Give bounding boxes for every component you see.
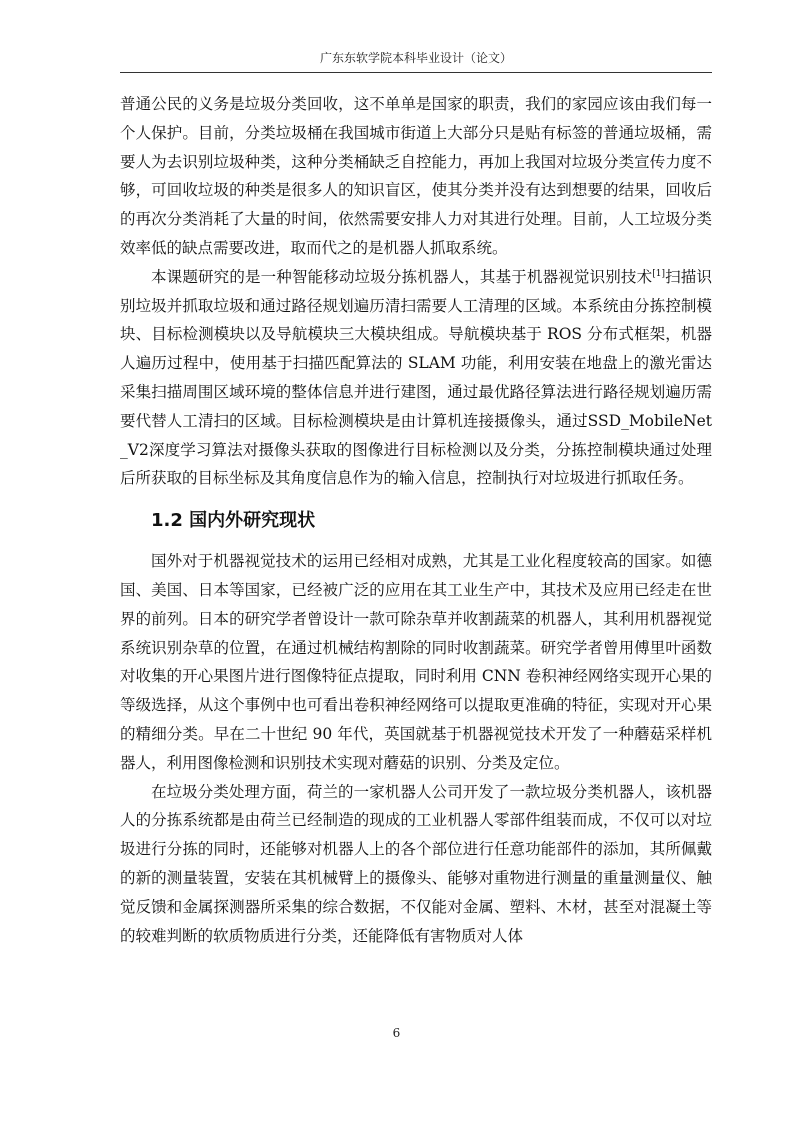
paragraph-2 bbox=[120, 263, 712, 493]
section-heading: 1.2 国内外研究现状 bbox=[151, 510, 316, 532]
page-header: 广东东软学院本科毕业设计（论文） bbox=[319, 51, 512, 65]
paragraph-3: 国外对于机器视觉技术的运用已经相对成熟，尤其是工业化程度较高的国家。如德国、美国、日本等国家，已经被广泛的应用在其工业生产中，其技术及应用已经走在世界的前列。日本的研究学者曾设计一款可除杂草并收割蔬菜的机器人，其利用机器视觉系统识别杂草的位置，在通过机械结构割除的同时收割蔬菜。研究学者曾用傅里叶函数对收集的开心果图片进行图像特征点提取，同时利用 CNN 卷积神经网络实现开心果的等级选择，从这个事例中也可看出卷积神经网络可以提取更准确的特征，实现对开心果的精细分类。早在二十世纪 90 年代，英国就基于机器视觉技术开发了一种蘑菇采样机器人，利用图像检测和识别技术实现对蘑菇的识别、分类及定位。 bbox=[120, 552, 712, 772]
paragraph-4: 在垃圾分类处理方面，荷兰的一家机器人公司开发了一款垃圾分类机器人，该机器人的分拣系统都是由荷兰已经制造的现成的工业机器人零部件组装而成，不仅可以对垃圾进行分拣的同时，还能够对机器人上的各个部位进行任意功能部件的添加，其所佩戴的新的测量装置，安装在其机械臂上的摄像头、能够对重物进行测量的重量测量仪、触觉反馈和金属探测器所采集的综合数据，不仅能对金属、塑料、木材，甚至对混凝土等的较难判断的软质物质进行分类，还能降低有害物质对人体 bbox=[120, 782, 712, 945]
paragraph-2-text-a: 本课题研究的是一种智能移动垃圾分拣机器人，其基于机器视觉识别技术 bbox=[151, 267, 653, 286]
paragraph-1: 普通公民的义务是垃圾分类回收，这不单单是国家的职责，我们的家园应该由我们每一个人保护。目前，分类垃圾桶在我国城市街道上大部分只是贴有标签的普通垃圾桶，需要人为去识别垃圾种类，这种分类桶缺乏自控能力，再加上我国对垃圾分类宣传力度不够，可回收垃圾的种类是很多人的知识盲区，使其分类并没有达到想要的结果，回收后的再次分类消耗了大量的时间，依然需要安排人力对其进行处理。目前，人工垃圾分类效率低的缺点需要改进，取而代之的是机器人抓取系统。 bbox=[120, 95, 712, 257]
citation-1: [1] bbox=[652, 268, 665, 279]
paragraph-2-text-b: 扫描识别垃圾并抓取垃圾和通过路径规划遍历清扫需要人工清理的区域。本系统由分拣控制模块、目标检测模块以及导航模块三大模块组成。导航模块基于 ROS 分布式框架，机器人遍历过程中，使用基于扫描匹配算法的 SLAM 功能，利用安装在地盘上的激光雷达采集扫描周围区域环境的整体信息并进行建图，通过最优路径算法进行路径规划遍历需要代替人工清扫的区域。目标检测模块是由计算机连接摄像头，通过SSD_MobileNet_V2深度学习算法对摄像头获取的图像进行目标检测以及分类，分拣控制模块通过处理后所获取的目标坐标及其角度信息作为的输入信息，控制执行对垃圾进行抓取任务。 bbox=[120, 267, 712, 488]
page-number: 6 bbox=[392, 1026, 401, 1040]
header-rule bbox=[120, 72, 712, 73]
page-body bbox=[120, 90, 712, 950]
